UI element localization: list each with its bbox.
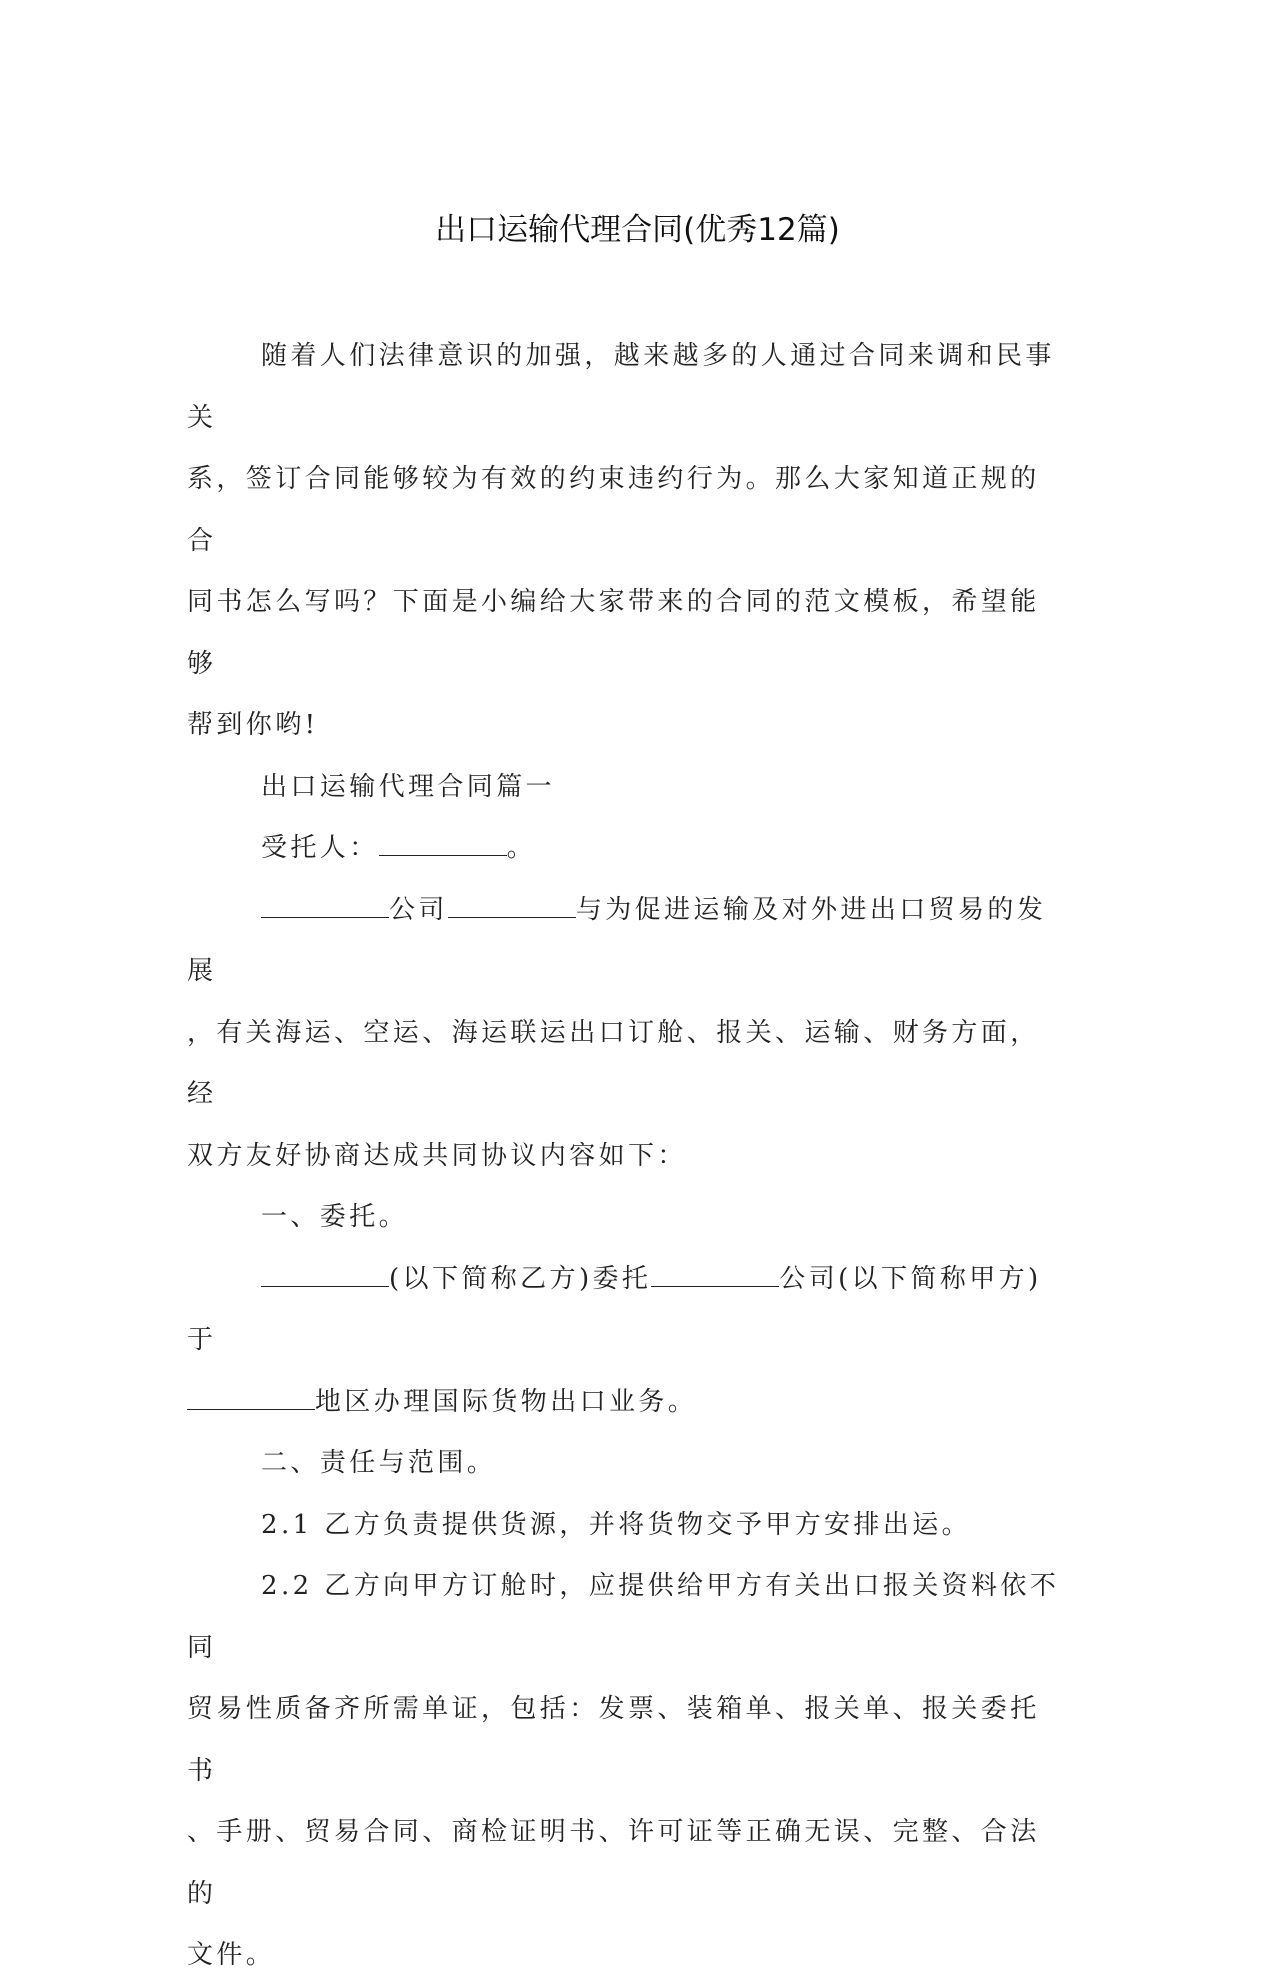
clause1-part-b: 公司(以下简称甲方)于 [187, 1263, 1042, 1355]
blank-field [261, 1264, 389, 1287]
intro-line: 帮到你哟! [187, 710, 319, 740]
blank-field [379, 833, 507, 856]
clause2-2-line: 贸易性质备齐所需单证，包括：发票、装箱单、报关单、报关委托书 [187, 1694, 1040, 1786]
blank-field [651, 1264, 779, 1287]
principal-end: 。 [506, 833, 537, 863]
clause2-2-line: 文件。 [187, 1940, 276, 1970]
clause2-heading: 二、责任与范围。 [261, 1448, 497, 1478]
section-heading: 出口运输代理合同篇一 [261, 771, 556, 802]
clause1-line [187, 1249, 1067, 1372]
blank-field [187, 1387, 315, 1410]
agreement-line: ，有关海运、空运、海运联运出口订舱、报关、运输、财务方面，经 [187, 1017, 1040, 1109]
clause2-2-line: 2.2 乙方向甲方订舱时，应提供给甲方有关出口报关资料依不同 [187, 1571, 1060, 1663]
intro-line: 随着人们法律意识的加强，越来越多的人通过合同来调和民事关 [187, 341, 1055, 433]
clause1-part-c: 地区办理国际货物出口业务。 [315, 1386, 698, 1417]
intro-paragraph [187, 326, 1067, 757]
agreement-paragraph [187, 880, 1067, 1188]
blank-field [448, 895, 576, 918]
clause2-2-paragraph [187, 1556, 1067, 1987]
intro-line: 同书怎么写吗？下面是小编给大家带来的合同的范文模板，希望能够 [187, 587, 1040, 679]
clause1-line [187, 1372, 1067, 1434]
intro-line: 系，签订合同能够较为有效的约束违约行为。那么大家知道正规的合 [187, 464, 1040, 556]
clause1-heading: 一、委托。 [261, 1202, 409, 1232]
agreement-line1-tail: 与为促进运输及对外进出口贸易的发展 [187, 894, 1047, 986]
agreement-line [187, 880, 1067, 1003]
document-body [187, 326, 1067, 1987]
agreement-company: 公司 [389, 894, 448, 925]
blank-field [261, 895, 389, 918]
principal-label: 受托人： [261, 833, 379, 863]
clause1-part-a: (以下简称乙方)委托 [389, 1263, 652, 1294]
clause2-2-line: 、手册、贸易合同、商检证明书、许可证等正确无误、完整、合法的 [187, 1817, 1040, 1909]
document-title: 出口运输代理合同(优秀12篇) [435, 212, 840, 248]
clause1-paragraph [187, 1249, 1067, 1434]
agreement-line: 双方友好协商达成共同协议内容如下： [187, 1140, 687, 1171]
clause2-1: 2.1 乙方负责提供货源，并将货物交予甲方安排出运。 [261, 1509, 972, 1540]
principal-line [187, 818, 1067, 880]
